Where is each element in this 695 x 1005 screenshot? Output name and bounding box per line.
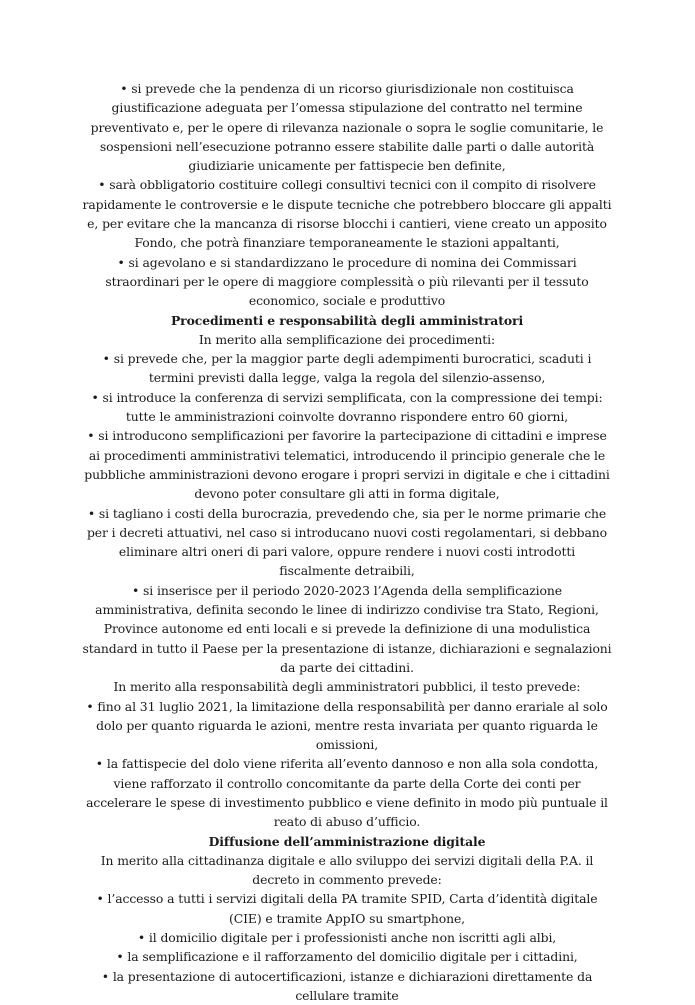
section-heading: Procedimenti e responsabilità degli amministratori [170, 312, 524, 328]
bullet-paragraph: • si introduce la conferenza di servizi semplificata, con la compressione dei tempi: tutte le amministrazioni coinvolte dovranno rispondere entro 60 giorni, [91, 389, 603, 425]
document-body [82, 79, 612, 1005]
bullet-paragraph: • si introducono semplificazioni per favorire la partecipazione di cittadini e imprese ai procedimenti amministrativi telematici, introducendo il principio generale che le pubbliche amministrazioni devono erogare i propri servizi in digitale e che i cittadini devono poter consultare gli atti in forma digitale, [84, 428, 610, 502]
intro-paragraph: In merito alla cittadinanza digitale e allo sviluppo dei servizi digitali della P.A. il decreto in commento prevede: [100, 852, 594, 888]
bullet-paragraph: • la fattispecie del dolo viene riferita all’evento dannoso e non alla sola condotta, viene rafforzato il controllo concomitante da parte della Corte dei conti per accelerare le spese di investimento pubblico e viene definito in modo più puntuale il reato di abuso d’ufficio. [86, 756, 608, 830]
intro-paragraph: In merito alla semplificazione dei procedimenti: [198, 331, 496, 347]
bullet-paragraph: • il domicilio digitale per i professionisti anche non iscritti agli albi, [137, 930, 557, 946]
bullet-paragraph: • la presentazione di autocertificazioni, istanze e dichiarazioni direttamente da cellulare tramite [101, 968, 593, 1003]
bullet-paragraph: • fino al 31 luglio 2021, la limitazione della responsabilità per danno erariale al solo dolo per quanto riguarda le azioni, mentre resta invariata per quanto riguarda le omissioni, [86, 698, 608, 753]
bullet-paragraph: • si prevede che, per la maggior parte degli adempimenti burocratici, scaduti i termini previsti dalla legge, valga la regola del silenzio-assenso, [102, 351, 592, 386]
intro-paragraph: In merito alla responsabilità degli amministratori pubblici, il testo prevede: [113, 679, 581, 695]
bullet-paragraph: • si agevolano e si standardizzano le procedure di nomina dei Commissari straordinari per le opere di maggiore complessità o più rilevanti per il tessuto economico, sociale e produttivo [105, 254, 589, 309]
bullet-paragraph: • si inserisce per il periodo 2020-2023 l’Agenda della semplificazione amministrativa, definita secondo le linee di indirizzo condivise tra Stato, Regioni, Province autonome ed enti locali e si prevede la definizione di una modulistica standard in tutto il Paese per la presentazione di istanze, dichiarazioni e segnalazioni da parte dei cittadini. [82, 582, 612, 675]
bullet-paragraph: • l’accesso a tutti i servizi digitali della PA tramite SPID, Carta d’identità digitale (CIE) e tramite AppIO su smartphone, [96, 891, 598, 926]
bullet-paragraph: • si tagliano i costi della burocrazia, prevedendo che, sia per le norme primarie che per i decreti attuativi, nel caso si introducano nuovi costi regolamentari, si debbano eliminare altri oneri di pari valore, oppure rendere i nuovi costi introdotti fiscalmente detraibili, [86, 505, 608, 579]
bullet-paragraph: • si prevede che la pendenza di un ricorso giurisdizionale non costituisca giustificazione adeguata per l’omessa stipulazione del contratto nel termine preventivato e, per le opere di rilevanza nazionale o sopra le soglie comunitarie, le sospensioni nell’esecuzione potranno essere stabilite dalle parti o dalle autorità giudiziarie unicamente per fattispecie ben definite, [90, 81, 604, 174]
section-heading: Diffusione dell’amministrazione digitale [208, 833, 486, 849]
bullet-paragraph: • la semplificazione e il rafforzamento del domicilio digitale per i cittadini, [116, 949, 578, 965]
bullet-paragraph: • sarà obbligatorio costituire collegi consultivi tecnici con il compito di risolvere rapidamente le controversie e le dispute tecniche che potrebbero bloccare gli appalti e, per evitare che la mancanza di risorse blocchi i cantieri, viene creato un apposito Fondo, che potrà finanziare temporaneamente le stazioni appaltanti, [82, 177, 612, 251]
